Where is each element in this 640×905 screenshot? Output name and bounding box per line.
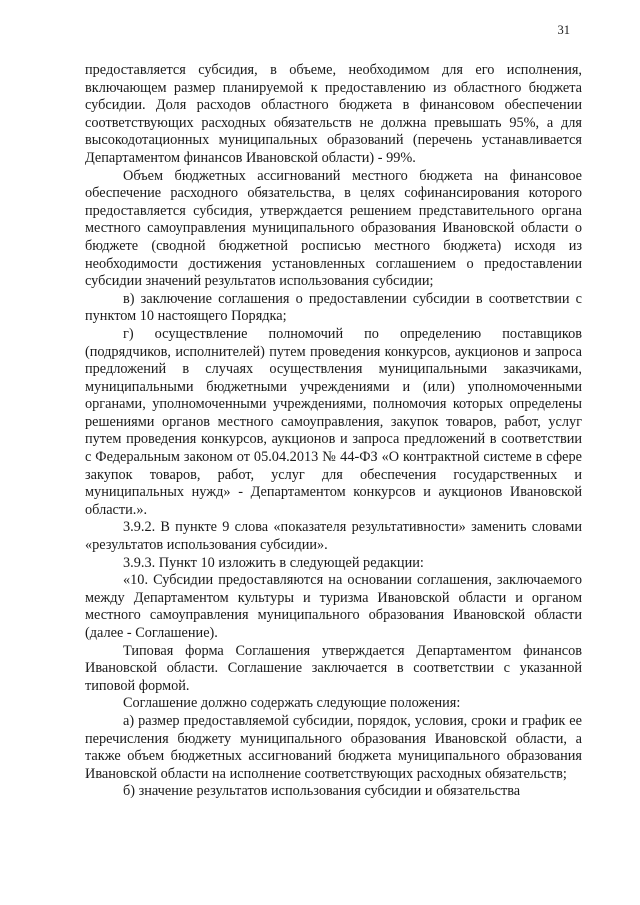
paragraph-point-10: «10. Субсидии предоставляются на основании соглашения, заключаемого между Департаментом культуры и туризма Ивановской области и органом местного самоуправления муниципального образования Ивановской области (далее - Соглашение). — [85, 572, 582, 641]
paragraph-typical-form: Типовая форма Соглашения утверждается Департаментом финансов Ивановской области. Соглашение заключается в соответствии с указанной типовой формой. — [85, 642, 582, 694]
paragraph-item-g: г) осуществление полномочий по определению поставщиков (подрядчиков, исполнителей) путем проведения конкурсов, аукционов и запроса предложений в случаях осуществления муниципальными заказчиками, муниципальными бюджетными учреждениями и (или) уполномоченными органами, уполномоченными учреждениями, полномочия которых определены решениями органов местного самоуправления, закупок товаров, работ, услуг путем проведения конкурсов, аукционов и запроса предложений в соответствии с Федеральным законом от 05.04.2013 № 44-ФЗ «О контрактной системе в сфере закупок товаров, работ, услуг для обеспечения государственных и муниципальных нужд» - Департаментом конкурсов и аукционов Ивановской области.». — [85, 325, 582, 518]
paragraph-continuation: предоставляется субсидия, в объеме, необходимом для его исполнения, включающем размер планируемой к предоставлению из областного бюджета субсидии. Доля расходов областного бюджета в финансовом обеспечении соответствующих расходных обязательств не должна превышать 95%, а для высокодотационных муниципальных образований (перечень устанавливается Департаментом финансов Ивановской области) - 99%. — [85, 62, 582, 166]
paragraph-3-9-2: 3.9.2. В пункте 9 слова «показателя результативности» заменить словами «результатов использования субсидии». — [85, 519, 582, 554]
page-number: 31 — [557, 23, 570, 37]
paragraph-3-9-3: 3.9.3. Пункт 10 изложить в следующей редакции: — [123, 554, 424, 571]
paragraph-budget-volume: Объем бюджетных ассигнований местного бюджета на финансовое обеспечение расходного обязательства, в целях софинансирования которого предоставляется субсидия, утверждается решением представительного органа местного самоуправления муниципального образования Ивановской области о бюджете (сводной бюджетной росписью местного бюджета) исходя из необходимости достижения установленных соглашением о предоставлении субсидии значений результатов использования субсидии; — [85, 167, 582, 290]
paragraph-item-a: а) размер предоставляемой субсидии, порядок, условия, сроки и график ее перечисления бюджету муниципального образования Ивановской области, а также объем бюджетных ассигнований бюджета муниципального образования Ивановской области на исполнение соответствующих расходных обязательств; — [85, 712, 582, 782]
paragraph-agreement-provisions: Соглашение должно содержать следующие положения: — [123, 695, 461, 712]
document-body — [85, 62, 582, 801]
paragraph-item-b: б) значение результатов использования субсидии и обязательства — [123, 783, 521, 800]
paragraph-item-v: в) заключение соглашения о предоставлении субсидии в соответствии с пунктом 10 настоящего Порядка; — [85, 290, 582, 325]
